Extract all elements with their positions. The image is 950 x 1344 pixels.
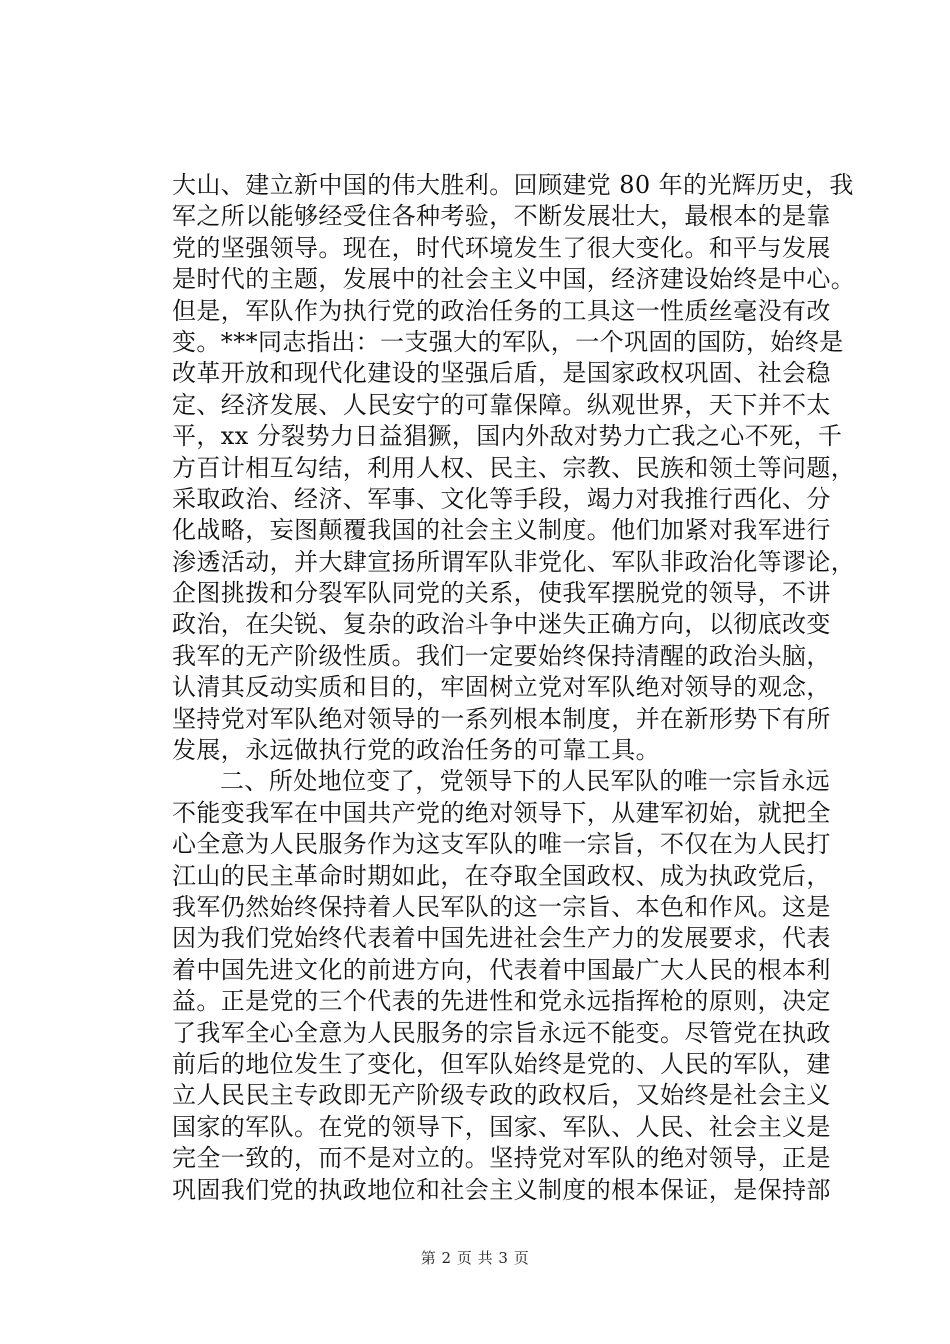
page-number-footer: 第 2 页 共 3 页	[420, 1249, 530, 1267]
text-line: 心全意为人民服务作为这支军队的唯一宗旨，不仅在为人民打	[172, 830, 831, 859]
text-line: 定、经济发展、人民安宁的可靠保障。纵观世界，天下并不太	[172, 390, 831, 419]
text-line: 国家的军队。在党的领导下，国家、军队、人民、社会主义是	[172, 1112, 831, 1141]
text-line: 江山的民主革命时期如此，在夺取全国政权、成为执政党后，	[172, 861, 831, 890]
text-line: 了我军全心全意为人民服务的宗旨永远不能变。尽管党在执政	[172, 1018, 831, 1047]
text-line: 政治，在尖锐、复杂的政治斗争中迷失正确方向，以彻底改变	[172, 610, 831, 639]
text-line: 方百计相互勾结，利用人权、民主、宗教、民族和领土等问题，	[172, 453, 856, 482]
text-line: 党的坚强领导。现在，时代环境发生了很大变化。和平与发展	[172, 233, 831, 262]
text-line: 不能变我军在中国共产党的绝对领导下，从建军初始，就把全	[172, 798, 831, 827]
text-line: 立人民民主专政即无产阶级专政的政权后，又始终是社会主义	[172, 1081, 831, 1110]
text-line: 大山、建立新中国的伟大胜利。回顾建党 80 年的光辉历史，我	[172, 171, 854, 199]
text-line: 企图挑拨和分裂军队同党的关系，使我军摆脱党的领导，不讲	[172, 579, 831, 608]
text-line: 是时代的主题，发展中的社会主义中国，经济建设始终是中心。	[172, 265, 856, 294]
text-line: 我军的无产阶级性质。我们一定要始终保持清醒的政治头脑，	[172, 641, 831, 670]
text-line: 巩固我们党的执政地位和社会主义制度的根本保证，是保持部	[172, 1175, 831, 1204]
text-line: 发展，永远做执行党的政治任务的可靠工具。	[172, 736, 660, 765]
text-line: 前后的地位发生了变化，但军队始终是党的、人民的军队，建	[172, 1049, 831, 1078]
text-line: 认清其反动实质和目的，牢固树立党对军队绝对领导的观念，	[172, 673, 831, 702]
text-line: 化战略，妄图颠覆我国的社会主义制度。他们加紧对我军进行	[172, 516, 831, 545]
text-line: 我军仍然始终保持着人民军队的这一宗旨、本色和作风。这是	[172, 892, 831, 921]
paragraph-start-line: 二、所处地位变了，党领导下的人民军队的唯一宗旨永远	[220, 767, 830, 796]
text-line: 采取政治、经济、军事、文化等手段，竭力对我推行西化、分	[172, 484, 831, 513]
text-line: 军之所以能够经受住各种考验，不断发展壮大，最根本的是靠	[172, 202, 831, 231]
text-line: 改革开放和现代化建设的坚强后盾，是国家政权巩固、社会稳	[172, 359, 831, 388]
text-line: 平，xx 分裂势力日益猖獗，国内外敌对势力亡我之心不死，千	[172, 422, 843, 451]
text-line: 着中国先进文化的前进方向，代表着中国最广大人民的根本利	[172, 955, 831, 984]
text-line: 变。***同志指出：一支强大的军队，一个巩固的国防，始终是	[172, 327, 844, 356]
text-line: 因为我们党始终代表着中国先进社会生产力的发展要求，代表	[172, 924, 831, 953]
text-line: 渗透活动，并大肆宣扬所谓军队非党化、军队非政治化等谬论，	[172, 547, 856, 576]
body-text	[172, 170, 856, 1206]
text-line: 但是，军队作为执行党的政治任务的工具这一性质丝毫没有改	[172, 296, 831, 325]
text-line: 完全一致的，而不是对立的。坚持党对军队的绝对领导，正是	[172, 1144, 831, 1173]
text-line: 坚持党对军队绝对领导的一系列根本制度，并在新形势下有所	[172, 704, 831, 733]
text-line: 益。正是党的三个代表的先进性和党永远指挥枪的原则，决定	[172, 987, 831, 1016]
